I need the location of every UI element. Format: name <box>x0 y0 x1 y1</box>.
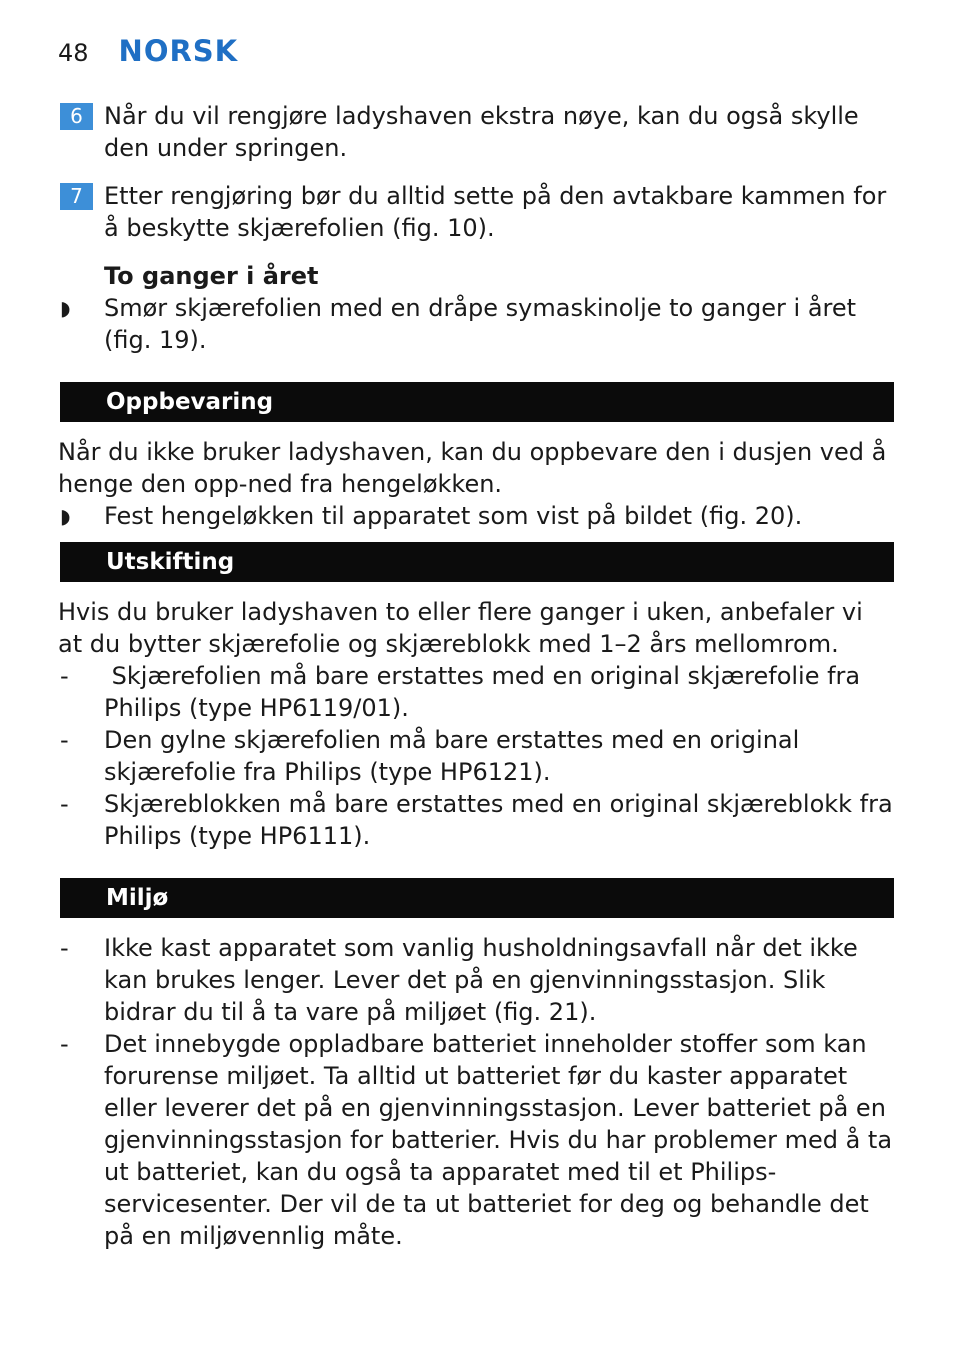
item-text: Det innebygde oppladbare batteriet inneholder stoffer som kan forurense miljøet. Ta alltid ut batteriet før du kaster apparatet eller leverer det på en gjenvinningsstasjon. Lever batteriet på en gjenvinningsstasjon for batterier. Hvis du har problemer med å ta ut batteriet, kan du også ta apparatet med til et Philips-servicesenter. Der vil de ta ut batteriet for deg og behandle det på en miljøvennlig måte. <box>104 1030 893 1250</box>
step-number-badge: 6 <box>60 103 93 130</box>
item-text: Skjæreblokken må bare erstattes med en original skjæreblokk fra Philips (type HP6111). <box>104 790 893 850</box>
item-text: Skjærefolien må bare erstattes med en original skjærefolie fra Philips (type HP6119/01). <box>104 662 868 722</box>
section-heading-environment: Miljø <box>60 878 894 918</box>
step-number-badge: 7 <box>60 183 93 210</box>
step-text: Når du vil rengjøre ladyshaven ekstra nøye, kan du også skylle den under springen. <box>104 102 859 162</box>
section-heading-replacement: Utskifting <box>60 542 894 582</box>
dash-marker: - <box>60 726 69 754</box>
replacement-paragraph: Hvis du bruker ladyshaven to eller flere ganger i uken, anbefaler vi at du bytter skjærefolie og skjæreblokk med 1–2 års mellomrom. <box>58 598 863 658</box>
language-title: NORSK <box>118 34 239 68</box>
bullet-icon: ◗ <box>60 504 71 528</box>
item-text: Den gylne skjærefolien må bare erstattes med en original skjærefolie fra Philips (type HP6121). <box>104 726 800 786</box>
page-header <box>58 34 238 74</box>
step-7 <box>58 180 894 244</box>
step-6 <box>58 100 894 164</box>
dash-marker: - <box>60 790 69 818</box>
bullet-icon: ◗ <box>60 296 71 320</box>
storage-paragraph: Når du ikke bruker ladyshaven, kan du oppbevare den i dusjen ved å henge den opp-ned fra hengeløkken. <box>58 438 887 498</box>
step-text: Etter rengjøring bør du alltid sette på den avtakbare kammen for å beskytte skjærefolien (fig. 10). <box>104 182 887 242</box>
storage-bullet <box>58 500 894 532</box>
environment-item <box>58 1028 894 1252</box>
bullet-text: Smør skjærefolien med en dråpe symaskinolje to ganger i året (fig. 19). <box>104 294 857 354</box>
twice-yearly-bullet <box>58 292 894 356</box>
replacement-item <box>58 788 894 852</box>
replacement-item <box>58 724 894 788</box>
twice-yearly-heading: To ganger i året <box>104 262 319 290</box>
page-content <box>58 100 894 1252</box>
item-text: Ikke kast apparatet som vanlig husholdningsavfall når det ikke kan brukes lenger. Lever det på en gjenvinningsstasjon. Slik bidrar du til å ta vare på miljøet (fig. 21). <box>104 934 858 1026</box>
dash-marker: - <box>60 934 69 962</box>
dash-marker: - <box>60 1030 69 1058</box>
section-heading-storage: Oppbevaring <box>60 382 894 422</box>
dash-marker: - <box>60 662 69 690</box>
bullet-text: Fest hengeløkken til apparatet som vist på bildet (fig. 20). <box>104 502 803 530</box>
replacement-item <box>58 660 894 724</box>
page-number: 48 <box>58 39 89 67</box>
environment-item <box>58 932 894 1028</box>
